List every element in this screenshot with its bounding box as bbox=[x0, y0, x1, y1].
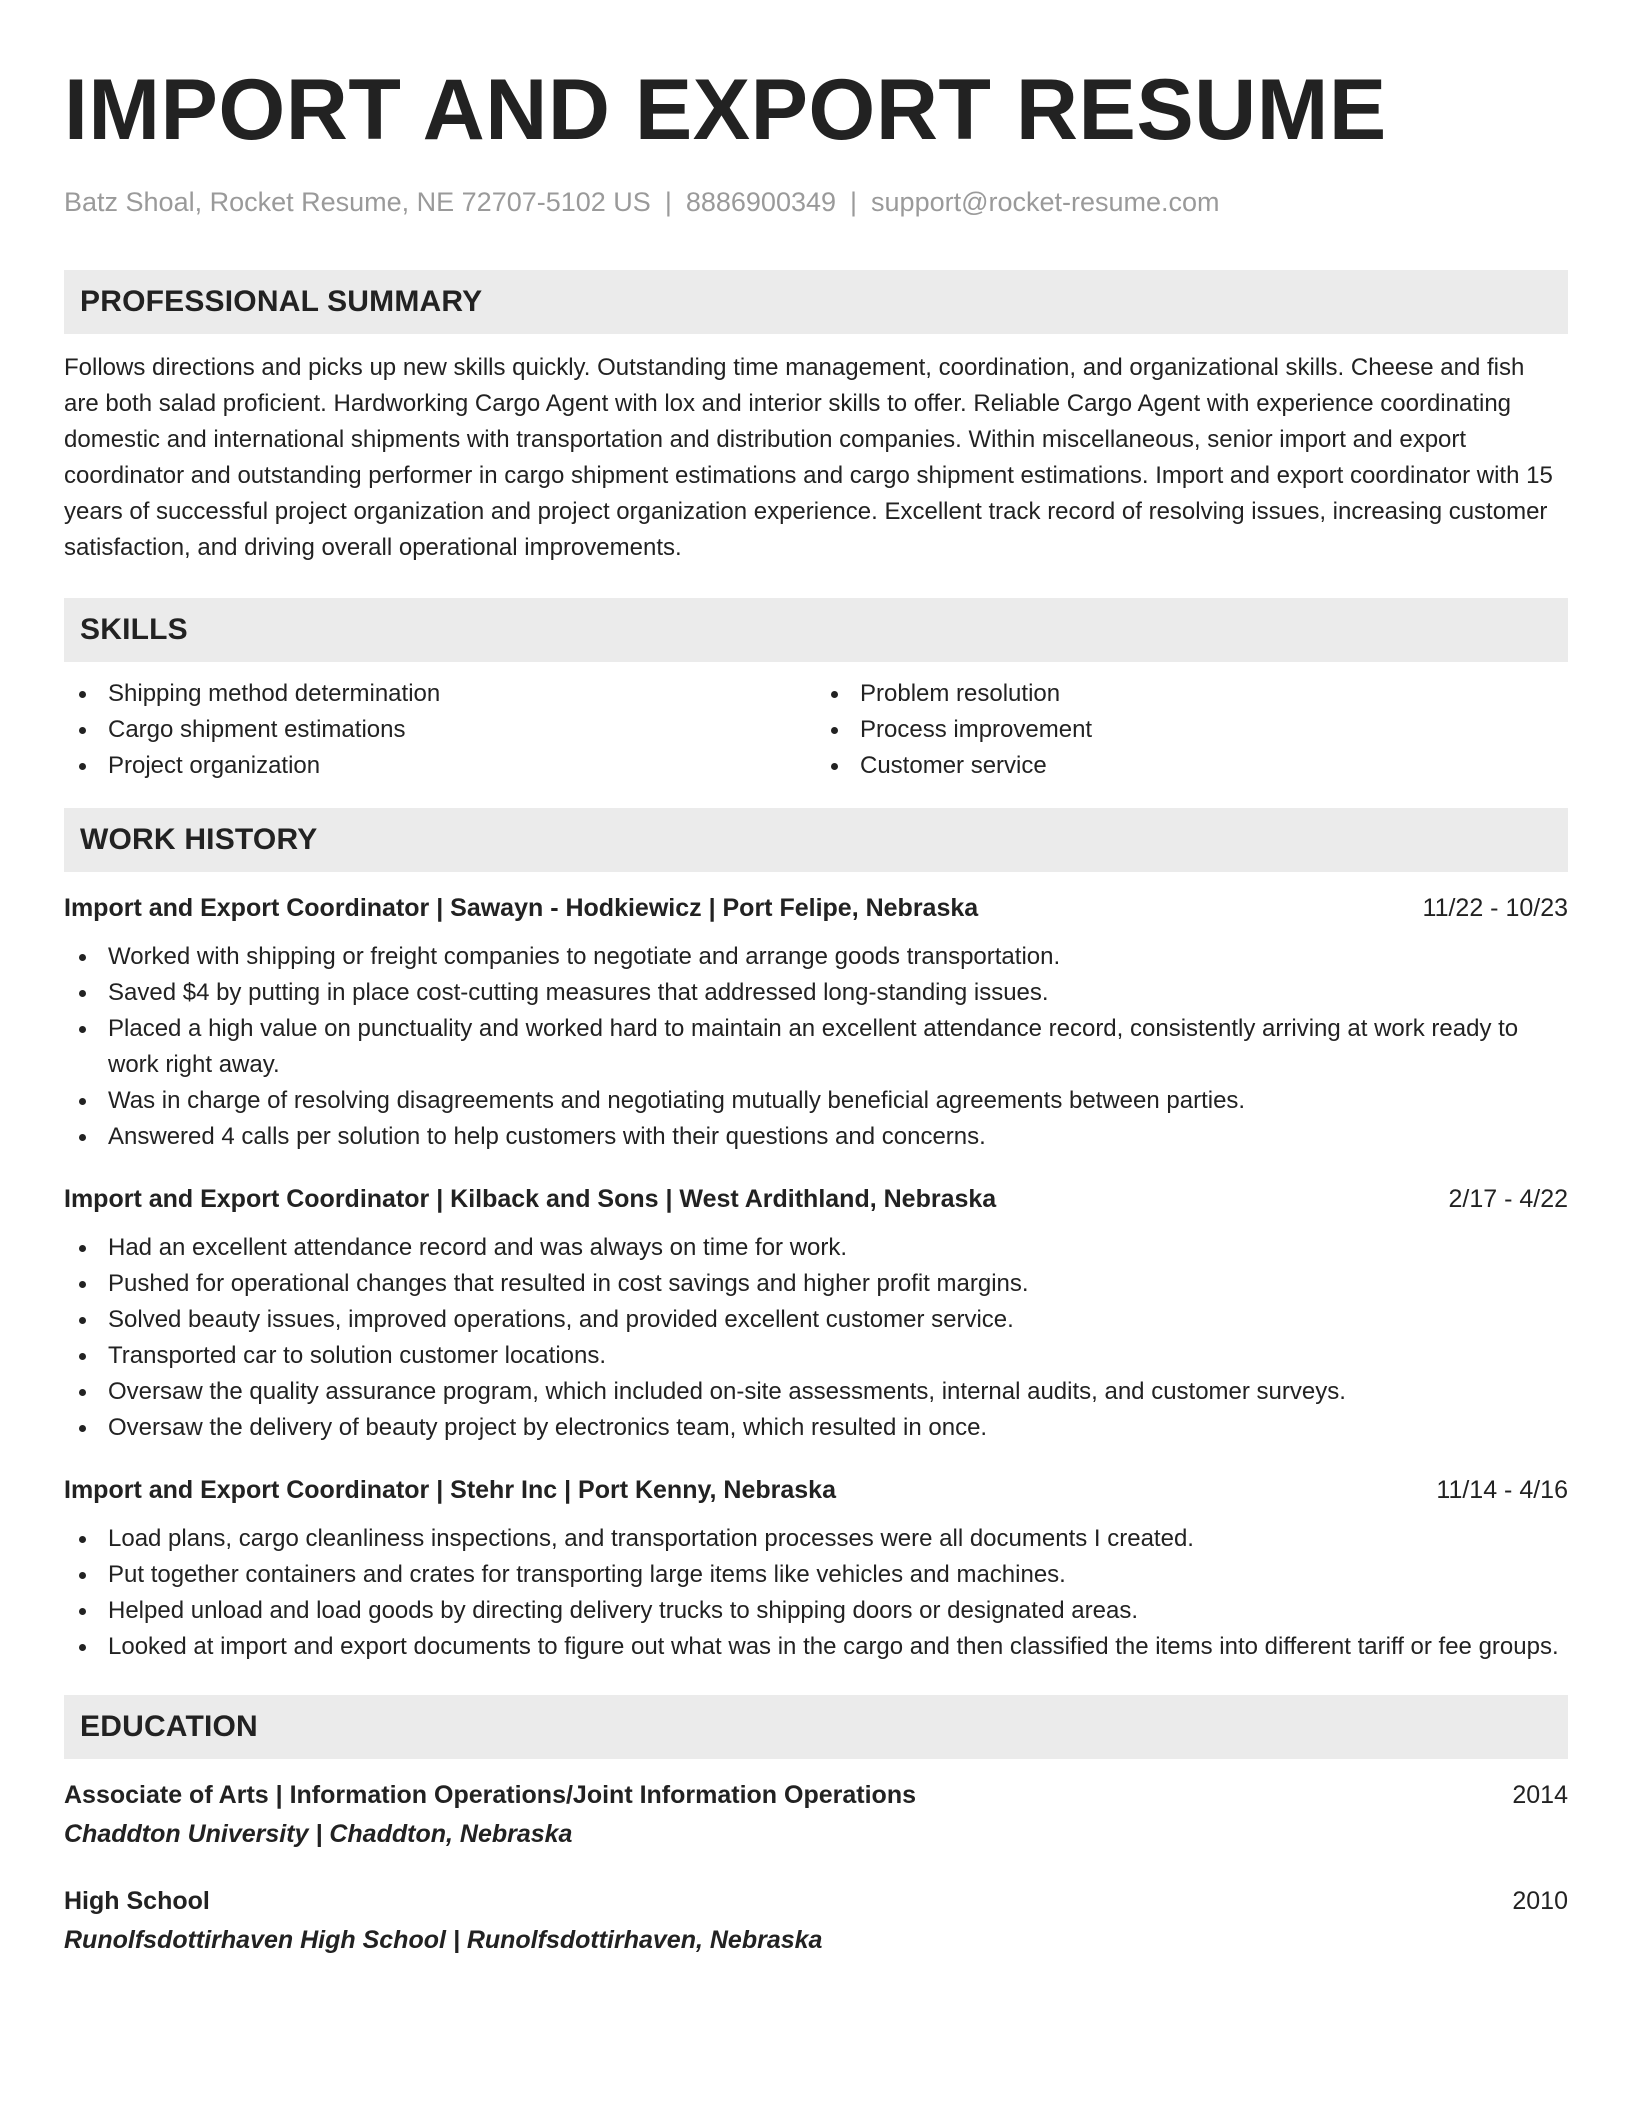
bullet-icon bbox=[79, 1098, 86, 1105]
education-year: 2014 bbox=[1512, 1781, 1568, 1809]
job-bullet-text: Oversaw the delivery of beauty project by electronics team, which resulted in once. bbox=[108, 1414, 988, 1441]
job-bullet-text: Saved $4 by putting in place cost-cutting measures that addressed long-standing issues. bbox=[108, 979, 1049, 1006]
job-title: Import and Export Coordinator | Kilback and Sons | West Ardithland, Nebraska bbox=[64, 1185, 997, 1213]
skill-item bbox=[64, 712, 816, 748]
education-heading bbox=[64, 1887, 1568, 1916]
job-bullet-text: Looked at import and export documents to figure out what was in the cargo and then classified the items into different tariff or fee groups. bbox=[108, 1633, 1559, 1660]
job-heading bbox=[64, 1185, 1568, 1214]
job-bullets bbox=[64, 939, 1568, 1155]
education-heading bbox=[64, 1781, 1568, 1810]
job-bullet-text: Load plans, cargo cleanliness inspections, and transportation processes were all documents I created. bbox=[108, 1525, 1194, 1552]
job-dates: 11/22 - 10/23 bbox=[1422, 894, 1568, 922]
job-title: Import and Export Coordinator | Sawayn - Hodkiewicz | Port Felipe, Nebraska bbox=[64, 894, 979, 922]
contact-address: Batz Shoal, Rocket Resume, NE 72707-5102 US bbox=[64, 187, 651, 217]
job-bullet bbox=[64, 1374, 1568, 1410]
bullet-icon bbox=[79, 1608, 86, 1615]
job-bullet-text: Put together containers and crates for transporting large items like vehicles and machines. bbox=[108, 1561, 1066, 1588]
skill-item bbox=[64, 676, 816, 712]
contact-line bbox=[64, 182, 1568, 222]
contact-separator: | bbox=[850, 187, 858, 217]
bullet-icon bbox=[79, 1245, 86, 1252]
section-header-skills: SKILLS bbox=[64, 598, 1568, 662]
skill-item bbox=[816, 712, 1568, 748]
bullet-icon bbox=[79, 1026, 86, 1033]
skill-label: Process improvement bbox=[860, 716, 1093, 743]
job-heading bbox=[64, 1476, 1568, 1505]
bullet-icon bbox=[79, 691, 86, 698]
job-bullet bbox=[64, 939, 1568, 975]
job-bullet bbox=[64, 1266, 1568, 1302]
job-bullet-text: Oversaw the quality assurance program, which included on-site assessments, internal audits, and customer surveys. bbox=[108, 1378, 1346, 1405]
job-bullet bbox=[64, 975, 1568, 1011]
education-school: Runolfsdottirhaven High School | Runolfsdottirhaven, Nebraska bbox=[64, 1926, 823, 1954]
job-bullet bbox=[64, 1557, 1568, 1593]
job-bullet-text: Helped unload and load goods by directing delivery trucks to shipping doors or designated areas. bbox=[108, 1597, 1138, 1624]
job-bullet-text: Had an excellent attendance record and was always on time for work. bbox=[108, 1234, 848, 1261]
job-bullet bbox=[64, 1410, 1568, 1446]
resume-title: IMPORT AND EXPORT RESUME bbox=[64, 62, 1387, 158]
job-bullet bbox=[64, 1011, 1568, 1083]
bullet-icon bbox=[79, 1353, 86, 1360]
job-heading bbox=[64, 894, 1568, 923]
bullet-icon bbox=[79, 763, 86, 770]
job-bullet bbox=[64, 1230, 1568, 1266]
skill-item bbox=[64, 748, 816, 784]
section-header-education: EDUCATION bbox=[64, 1695, 1568, 1759]
bullet-icon bbox=[79, 727, 86, 734]
skill-label: Customer service bbox=[860, 752, 1047, 779]
job-bullets bbox=[64, 1230, 1568, 1446]
job-bullet-text: Answered 4 calls per solution to help customers with their questions and concerns. bbox=[108, 1123, 986, 1150]
job-entry bbox=[64, 1185, 1568, 1446]
bullet-icon bbox=[79, 1281, 86, 1288]
job-bullet-text: Worked with shipping or freight companies to negotiate and arrange goods transportation. bbox=[108, 943, 1061, 970]
job-bullet bbox=[64, 1083, 1568, 1119]
skill-label: Project organization bbox=[108, 752, 321, 779]
bullet-icon bbox=[831, 727, 838, 734]
skills-list bbox=[64, 676, 1568, 784]
skills-column-left bbox=[64, 676, 816, 784]
bullet-icon bbox=[79, 1644, 86, 1651]
job-bullet-text: Transported car to solution customer locations. bbox=[108, 1342, 607, 1369]
skill-label: Shipping method determination bbox=[108, 680, 441, 707]
bullet-icon bbox=[79, 1536, 86, 1543]
skill-item bbox=[816, 748, 1568, 784]
job-bullets bbox=[64, 1521, 1568, 1665]
job-dates: 11/14 - 4/16 bbox=[1436, 1476, 1568, 1504]
skill-label: Cargo shipment estimations bbox=[108, 716, 406, 743]
bullet-icon bbox=[831, 691, 838, 698]
bullet-icon bbox=[79, 1572, 86, 1579]
bullet-icon bbox=[79, 1317, 86, 1324]
job-bullet-text: Solved beauty issues, improved operations, and provided excellent customer service. bbox=[108, 1306, 1014, 1333]
job-bullet bbox=[64, 1119, 1568, 1155]
bullet-icon bbox=[79, 1134, 86, 1141]
bullet-icon bbox=[79, 1425, 86, 1432]
education-entry bbox=[64, 1887, 1568, 1955]
job-title: Import and Export Coordinator | Stehr Inc | Port Kenny, Nebraska bbox=[64, 1476, 836, 1504]
contact-separator: | bbox=[664, 187, 672, 217]
education-entry bbox=[64, 1781, 1568, 1849]
job-dates: 2/17 - 4/22 bbox=[1448, 1185, 1568, 1213]
education-school: Chaddton University | Chaddton, Nebraska bbox=[64, 1820, 573, 1848]
bullet-icon bbox=[79, 1389, 86, 1396]
skill-item bbox=[816, 676, 1568, 712]
job-bullet-text: Was in charge of resolving disagreements and negotiating mutually beneficial agreements between parties. bbox=[108, 1087, 1246, 1114]
job-bullet-text: Placed a high value on punctuality and worked hard to maintain an excellent attendance record, consistently arriving at work ready to work right away. bbox=[108, 1015, 1519, 1078]
job-bullet bbox=[64, 1593, 1568, 1629]
job-bullet bbox=[64, 1629, 1568, 1665]
bullet-icon bbox=[79, 954, 86, 961]
education-year: 2010 bbox=[1512, 1887, 1568, 1915]
contact-phone: 8886900349 bbox=[685, 187, 837, 217]
job-bullet bbox=[64, 1338, 1568, 1374]
bullet-icon bbox=[831, 763, 838, 770]
section-header-summary: PROFESSIONAL SUMMARY bbox=[64, 270, 1568, 334]
skill-label: Problem resolution bbox=[860, 680, 1061, 707]
contact-email: support@rocket-resume.com bbox=[871, 187, 1220, 217]
job-bullet-text: Pushed for operational changes that resulted in cost savings and higher profit margins. bbox=[108, 1270, 1029, 1297]
job-entry bbox=[64, 1476, 1568, 1665]
education-degree: Associate of Arts | Information Operations/Joint Information Operations bbox=[64, 1781, 916, 1809]
skills-column-right bbox=[816, 676, 1568, 784]
education-degree: High School bbox=[64, 1887, 210, 1915]
job-bullet bbox=[64, 1302, 1568, 1338]
summary-text: Follows directions and picks up new skills quickly. Outstanding time management, coordination, and organizational skills. Cheese and fish are both salad proficient. Hardworking Cargo Agent with lox and interior skills to offer. Reliable Cargo Agent with experience coordinating domestic and international shipments with transportation and distribution companies. Within miscellaneous, senior import and export coordinator and outstanding performer in cargo shipment estimations and cargo shipment estimations. Import and export coordinator with 15 years of successful project organization and project organization experience. Excellent track record of resolving issues, increasing customer satisfaction, and driving overall operational improvements. bbox=[64, 354, 1553, 561]
section-header-work-history: WORK HISTORY bbox=[64, 808, 1568, 872]
job-bullet bbox=[64, 1521, 1568, 1557]
job-entry bbox=[64, 894, 1568, 1155]
bullet-icon bbox=[79, 990, 86, 997]
